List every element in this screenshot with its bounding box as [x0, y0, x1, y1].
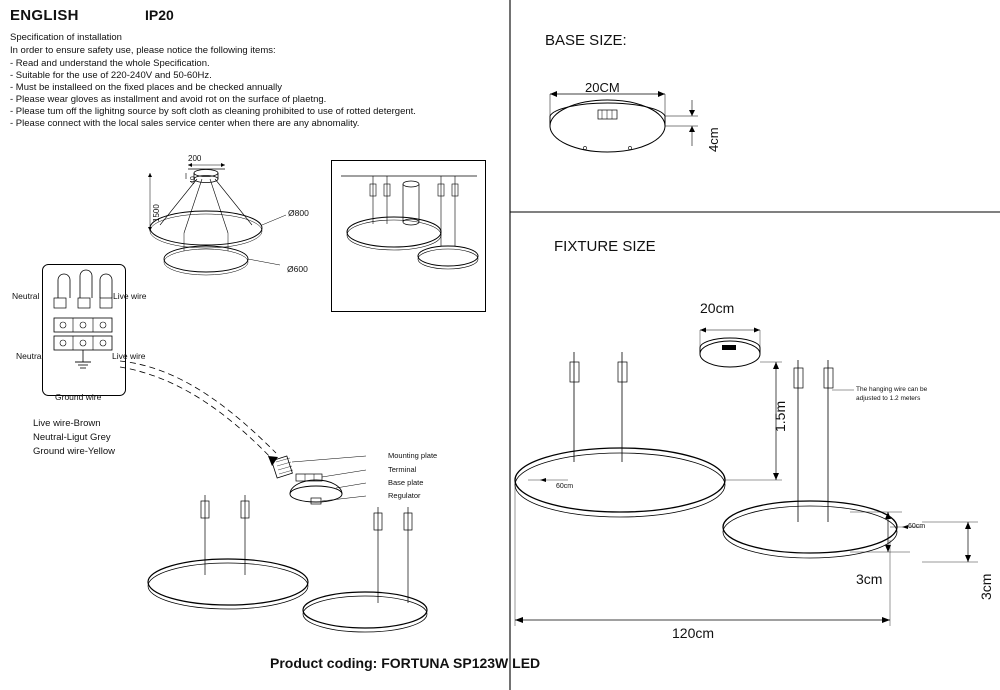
callout-terminal: Terminal: [388, 465, 417, 474]
spec-item-1: - Suitable for the use of 220-240V and 50-60Hz.: [10, 70, 212, 81]
thumbnail-cone-sketch: [140, 155, 340, 285]
spec-item-5: - Please connect with the local sales service center when there are any abnomality.: [10, 118, 360, 129]
callout-base-plate: Base plate: [388, 478, 424, 487]
offset-height-right-dim: 3cm: [978, 573, 994, 600]
legend-ground: Ground wire-Yellow: [33, 446, 116, 457]
thumb-top-dim: 200: [188, 154, 202, 163]
fixture-size-title: FIXTURE SIZE: [554, 238, 656, 255]
canopy-diameter-dim: 20cm: [700, 300, 735, 316]
spec-item-4: - Please tum off the lighitng source by soft cloth as cleaning prohibited to use of rotted detergent.: [10, 106, 416, 117]
legend-live: Live wire-Brown: [33, 418, 101, 429]
live-bottom-label: Live wire: [112, 351, 146, 361]
ground-wire-label: Ground wire: [55, 392, 102, 402]
base-size-drawing: [530, 70, 760, 190]
large-ring-size-dim: 60cm: [556, 483, 574, 490]
thumb-outer-ring-dim: Ø800: [288, 208, 309, 218]
small-ring-size-dim: 60cm: [908, 523, 926, 530]
offset-height-dim: 3cm: [856, 571, 883, 587]
spec-item-2: - Must be installeed on the fixed places and be checked annually: [10, 82, 282, 93]
neutral-top-label: Neutral: [12, 291, 40, 301]
thumb-inner-ring-dim: Ø600: [287, 264, 308, 274]
callout-regulator: Regulator: [388, 491, 421, 500]
legend-neutral: Neutral-Ligut Grey: [33, 432, 111, 443]
live-top-label: Live wire: [113, 291, 147, 301]
thumbnail-boxed-view: [331, 160, 486, 312]
drop-length-dim: 1.5m: [772, 400, 788, 432]
spec-item-0: - Read and understand the whole Specification.: [10, 58, 210, 69]
thumb-small-dim: 40: [190, 176, 197, 184]
neutral-bottom-label: Neutral: [16, 351, 44, 361]
ip-rating-label: IP20: [145, 7, 174, 23]
base-size-title: BASE SIZE:: [545, 32, 627, 49]
hanging-wire-note: The hanging wire can be adjusted to 1.2 meters: [856, 386, 928, 402]
spec-item-3: - Please wear gloves as installment and avoid rot on the surface of plaetng.: [10, 94, 327, 105]
spec-intro: In order to ensure safety use, please notice the following items:: [10, 45, 276, 56]
product-coding: Product coding: FORTUNA SP123W LED: [270, 655, 541, 671]
fixture-size-drawing: [510, 290, 1000, 660]
base-height-dim: 4cm: [706, 127, 721, 152]
fixture-illustration-left: [140, 485, 480, 645]
base-diameter-dim: 20CM: [585, 80, 620, 95]
total-width-dim: 120cm: [672, 625, 715, 641]
callout-mounting-plate: Mounting plate: [388, 451, 438, 460]
terminal-block-diagram: [42, 264, 126, 396]
spec-title: Specification of installation: [10, 32, 122, 43]
thumb-drop-dim: 1500: [152, 204, 161, 222]
language-label: ENGLISH: [10, 7, 79, 24]
